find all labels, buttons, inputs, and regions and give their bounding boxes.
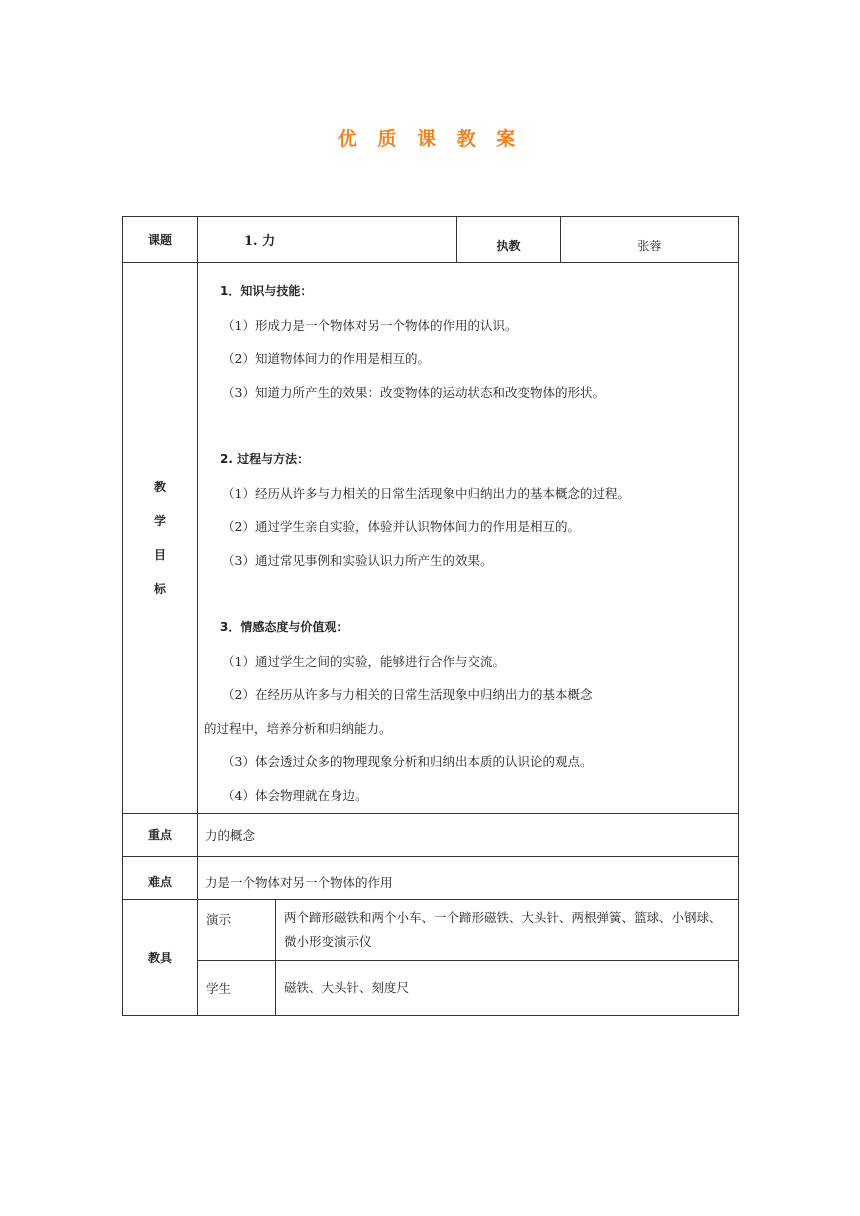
- objectives-label-char: 标: [153, 581, 166, 596]
- student-value: 磁铁、大头针、刻度尺: [276, 960, 739, 1015]
- objective-item: （2）知道物体间力的作用是相互的。: [222, 351, 430, 367]
- topic-label: 课题: [123, 217, 198, 263]
- key-point-row: [123, 813, 739, 856]
- objectives-label-char: 目: [153, 547, 166, 562]
- objective-item: （1）经历从许多与力相关的日常生活现象中归纳出力的基本概念的过程。: [222, 485, 630, 501]
- spacer: [204, 409, 732, 443]
- page-title: 优 质 课 教 案: [337, 128, 523, 150]
- student-label: 学生: [198, 960, 276, 1015]
- header-row: [123, 217, 739, 263]
- key-point-label: 重点: [123, 813, 198, 856]
- difficult-point-label: 难点: [123, 856, 198, 899]
- demo-label: 演示: [198, 899, 276, 960]
- objectives-label-char: 学: [153, 513, 166, 528]
- objectives-label-char: 教: [153, 479, 166, 494]
- lesson-plan-table: [122, 216, 739, 1016]
- objective-item: （2）通过学生亲自实验，体验并认识物体间力的作用是相互的。: [222, 519, 580, 535]
- objective-item: （4）体会物理就在身边。: [222, 787, 368, 803]
- equipment-demo-row: [123, 899, 739, 960]
- objective-item: （1）通过学生之间的实验，能够进行合作与交流。: [222, 653, 505, 669]
- objective-item: （3）体会透过众多的物理现象分析和归纳出本质的认识论的观点。: [222, 754, 593, 770]
- topic-value-text: 1. 力: [244, 234, 276, 249]
- section-heading: 3．情感态度与价值观：: [220, 619, 349, 634]
- objective-item: （3）通过常见事例和实验认识力所产生的效果。: [222, 552, 493, 568]
- difficult-point-value: 力是一个物体对另一个物体的作用: [198, 856, 739, 899]
- section-heading: 2. 过程与方法：: [220, 451, 310, 466]
- equipment-student-row: [123, 960, 739, 1015]
- difficult-point-row: [123, 856, 739, 899]
- spacer: [204, 577, 732, 611]
- objective-item-continuation: 的过程中，培养分析和归纳能力。: [204, 720, 392, 736]
- demo-value: 两个蹄形磁铁和两个小车、一个蹄形磁铁、大头针、两根弹簧、篮球、小钢球、微小形变演示仪: [276, 899, 739, 960]
- objectives-content: [198, 263, 739, 814]
- topic-value: [198, 217, 457, 263]
- section-heading: 1．知识与技能：: [220, 284, 313, 298]
- objective-item: （1）形成力是一个物体对另一个物体的作用的认识。: [222, 317, 518, 333]
- key-point-value: 力的概念: [198, 813, 739, 856]
- teacher-label: 执教: [457, 217, 561, 263]
- objectives-row: [123, 263, 739, 814]
- objectives-label: [123, 263, 198, 814]
- equipment-label: 教具: [123, 899, 198, 1015]
- objective-item: （3）知道力所产生的效果：改变物体的运动状态和改变物体的形状。: [222, 384, 605, 400]
- teacher-value: 张蓉: [561, 217, 739, 263]
- objective-item: （2）在经历从许多与力相关的日常生活现象中归纳出力的基本概念: [222, 687, 593, 703]
